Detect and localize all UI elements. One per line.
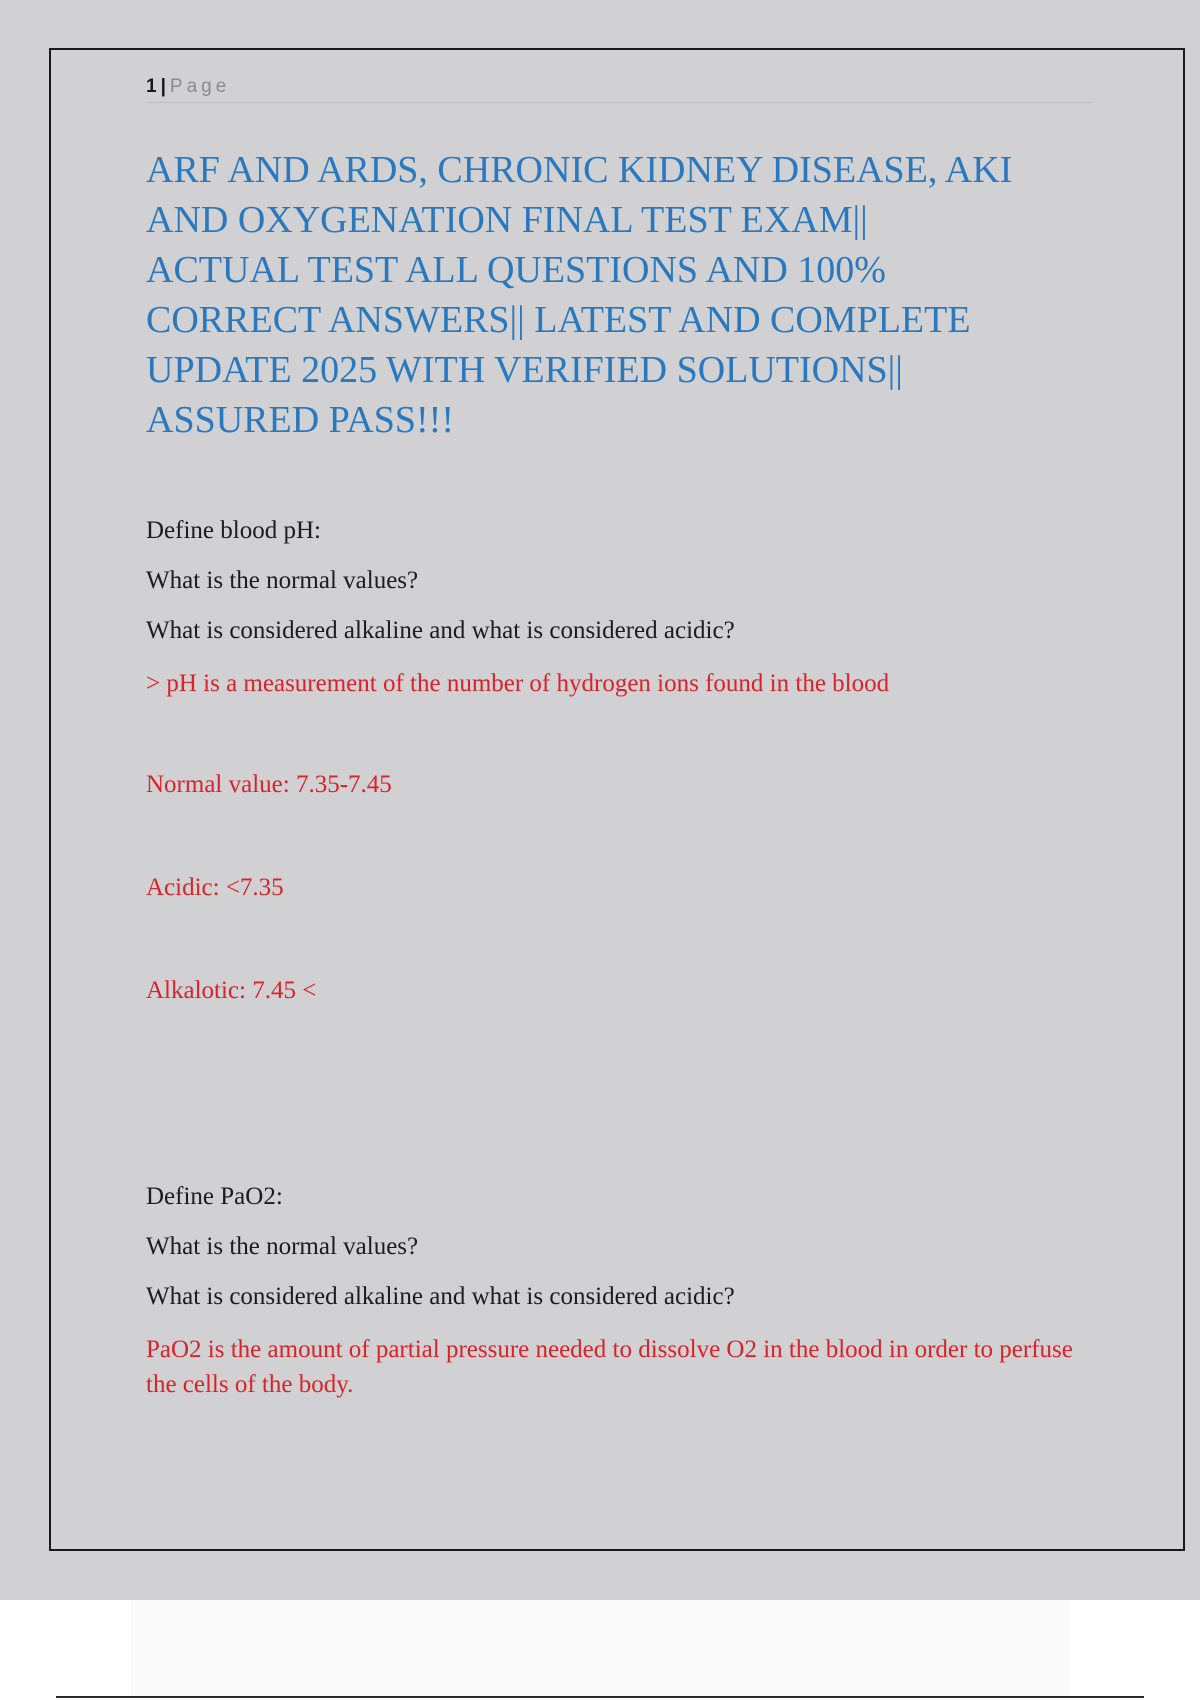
title-line: AND OXYGENATION FINAL TEST EXAM|| bbox=[146, 199, 868, 241]
page-label: Page bbox=[169, 76, 231, 97]
next-page-divider bbox=[56, 1696, 1144, 1698]
page-header bbox=[146, 72, 1092, 103]
q1-prompt-normal: What is the normal values? bbox=[146, 567, 419, 594]
q1-answer: > pH is a measurement of the number of hydrogen ions found in the blood bbox=[146, 670, 890, 697]
q1-prompt-define: Define blood pH: bbox=[146, 517, 321, 544]
title-line: ASSURED PASS!!! bbox=[146, 399, 454, 441]
title-line: CORRECT ANSWERS|| LATEST AND COMPLETE bbox=[146, 299, 971, 341]
q2-answer: PaO2 is the amount of partial pressure needed to dissolve O2 in the blood in order to perfuse the cells of the body. bbox=[146, 1336, 1073, 1398]
q1-normal-value: Normal value: 7.35-7.45 bbox=[146, 771, 392, 798]
title-line: ARF AND ARDS, CHRONIC KIDNEY DISEASE, AKI bbox=[146, 149, 1013, 191]
q1-prompt-alkaline-acidic: What is considered alkaline and what is considered acidic? bbox=[146, 617, 735, 644]
page-number: 1 bbox=[146, 76, 157, 97]
q2-prompt-define: Define PaO2: bbox=[146, 1183, 283, 1210]
q1-acidic-value: Acidic: <7.35 bbox=[146, 874, 284, 901]
q1-alkalotic-value: Alkalotic: 7.45 < bbox=[146, 977, 317, 1004]
next-page-top bbox=[131, 1600, 1070, 1696]
page-separator: | bbox=[160, 76, 166, 97]
document-title bbox=[146, 145, 1106, 445]
q2-prompt-normal: What is the normal values? bbox=[146, 1233, 419, 1260]
title-line: ACTUAL TEST ALL QUESTIONS AND 100% bbox=[146, 249, 886, 291]
q2-prompt-alkaline-acidic: What is considered alkaline and what is considered acidic? bbox=[146, 1283, 735, 1310]
title-line: UPDATE 2025 WITH VERIFIED SOLUTIONS|| bbox=[146, 349, 903, 391]
